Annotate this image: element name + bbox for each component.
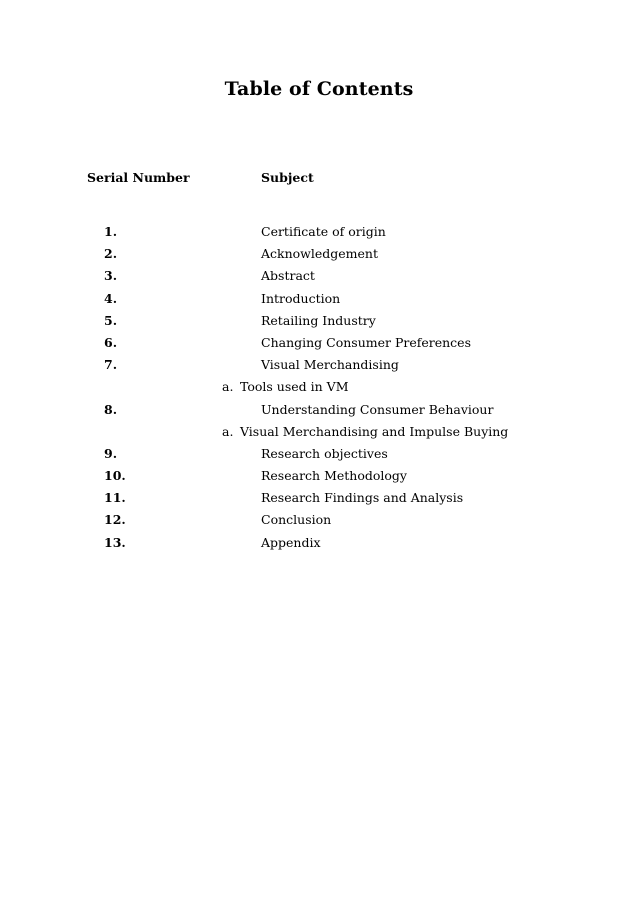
- toc-subitem: [222, 424, 508, 439]
- toc-subject: Conclusion: [261, 512, 332, 528]
- toc-number: 4.: [104, 290, 118, 306]
- page-title: Table of Contents: [224, 78, 414, 100]
- toc-subject: Research Methodology: [261, 468, 407, 484]
- toc-subject: Acknowledgement: [261, 246, 378, 262]
- toc-subject: Appendix: [261, 534, 321, 550]
- toc-number: 9.: [104, 445, 118, 461]
- toc-subject: Certificate of origin: [261, 224, 386, 239]
- toc-row-8: [0, 402, 638, 424]
- toc-subject: Visual Merchandising: [261, 357, 399, 373]
- toc-row-13: [0, 535, 638, 557]
- toc-subitem: [222, 379, 349, 394]
- toc-number: 7.: [104, 357, 118, 373]
- toc-number: 5.: [104, 312, 118, 328]
- toc-list: [0, 224, 638, 557]
- toc-number: 10.: [104, 468, 126, 484]
- toc-subject: Introduction: [261, 290, 341, 306]
- toc-subject: Understanding Consumer Behaviour: [261, 401, 494, 417]
- toc-subitem-letter: a.: [222, 423, 234, 439]
- toc-row-10: [0, 468, 638, 490]
- toc-row-11: [0, 490, 638, 512]
- toc-number: 13.: [104, 534, 126, 550]
- toc-number: 2.: [104, 246, 118, 262]
- toc-subject: Research Findings and Analysis: [261, 490, 464, 506]
- toc-row-5: [0, 313, 638, 335]
- toc-row-12: [0, 512, 638, 534]
- toc-subject: Research objectives: [261, 445, 388, 461]
- toc-row-6: [0, 335, 638, 357]
- toc-subject: Abstract: [261, 268, 315, 284]
- toc-number: 8.: [104, 401, 118, 417]
- toc-row-9: [0, 446, 638, 468]
- column-header-subject: Subject: [261, 170, 314, 185]
- toc-subitem-letter: a.: [222, 379, 234, 395]
- toc-number: 11.: [104, 490, 126, 506]
- toc-number: 12.: [104, 512, 126, 528]
- toc-subitem-text: Visual Merchandising and Impulse Buying: [240, 423, 509, 439]
- toc-row-1: [0, 224, 638, 246]
- toc-row-2: [0, 246, 638, 268]
- toc-subrow-7a: [0, 379, 638, 401]
- toc-subrow-8a: [0, 424, 638, 446]
- toc-row-4: [0, 291, 638, 313]
- toc-row-3: [0, 268, 638, 290]
- toc-subitem-text: Tools used in VM: [240, 379, 349, 395]
- column-header-serial: Serial Number: [87, 170, 190, 185]
- toc-subject: Retailing Industry: [261, 312, 376, 328]
- toc-number: 3.: [104, 268, 118, 284]
- toc-subject: Changing Consumer Preferences: [261, 334, 471, 350]
- toc-number: 6.: [104, 334, 118, 350]
- toc-row-7: [0, 357, 638, 379]
- toc-number: 1.: [104, 224, 118, 239]
